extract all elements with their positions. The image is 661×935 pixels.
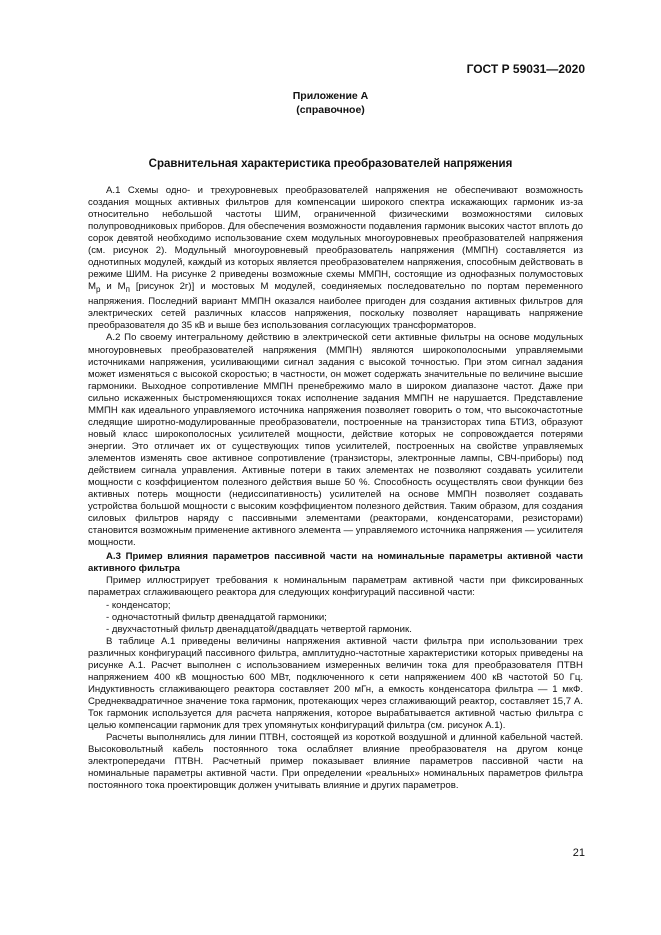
paragraph-a1 xyxy=(88,185,583,332)
paragraph-a1-part2: и М xyxy=(100,281,126,293)
paragraph-a3-intro: Пример иллюстрирует требования к номинальным параметрам активной части при фиксированных параметрах сглаживающего реактора для следующих конфигураций пассивной части: xyxy=(88,575,583,599)
paragraph-a3-calculation: Расчеты выполнялись для линии ПТВН, состоящей из короткой воздушной и длинной кабельной частей. Высоковольтный кабель постоянного тока ослабляет влияние преобразователя на другом конце электропередачи ПТВН. Расчетный пример показывает влияние параметров пассивной части на номинальные параметры активной части. При определении «реальных» номинальных параметров фильтра постоянного тока проектировщик должен учитывать влияние и других параметров. xyxy=(88,732,583,792)
passive-part-configurations-list xyxy=(88,600,583,636)
list-item: - двухчастотный фильтр двенадцатой/двадцать четвертой гармоник. xyxy=(106,623,412,635)
standard-number: ГОСТ Р 59031—2020 xyxy=(466,62,585,76)
document-body xyxy=(88,185,583,792)
paragraph-a1-part3: [рисунок 2г)] и мостовых М модулей, соединяемых последовательно по портам переменного напряжения. Последний вариант ММПН оказался наиболее пригоден для создания активных фильтров для электрических сетей различных классов напряжения, поскольку позволяет наращивать напряжение преобразователя до 35 кВ и выше без использования согласующих трансформаторов. xyxy=(88,281,583,332)
annex-kind: (справочное) xyxy=(296,104,365,116)
paragraph-a1-part1: А.1 Схемы одно- и трехуровневых преобразователей напряжения не обеспечивают возможность создания мощных активных фильтров для компенсации широкого спектра искажающих гармоник из-за относительно небольшой частоты ШИМ, ограниченной физическими возможностями силовых полупроводниковых приборов. Для обеспечения возможности подавления гармоник высоких частот вплоть до сорок девятой необходимо использование схем модульных многоуровневых преобразователей напряжения (см. рисунок 2). Модульный многоуровневый преобразователь напряжения (ММПН) составляется из однотипных модулей, каждый из которых является преобразователем напряжения, способным действовать в режиме ШИМ. На рисунке 2 приведены возможные схемы ММПН, состоящие из однофазных полумостовых М xyxy=(88,185,583,293)
paragraph-a2: А.2 По своему интегральному действию в электрической сети активные фильтры на основе модульных многоуровневых преобразователей напряжения (ММПН) являются широкополосными управляемыми источниками напряжения, усиливающими сигнал задания с высокой точностью. При этом сигнал задания может изменяться с высокой скоростью; в частности, он может содержать значительные по величине высшие гармоники. Выходное сопротивление ММПН пренебрежимо мало в широком диапазоне частот. Даже при сильно искаженных быстроменяющихся токах исполнение задания ММПН не нарушается. Представление ММПН как идеального управляемого источника напряжения позволяет говорить о том, что высокочастотные следящие широтно-модулированные преобразователи, построенные на транзисторах типа БТИЗ, образуют новый класс широкополосных усилителей мощности, действие которых не сопровождается потерями энергии. Это отличает их от существующих типов усилителей, построенных на свойстве управляемых элементов изменять свое активное сопротивление (транзисторы, электронные лампы, СВЧ-приборы) под действием сигнала управления. Активные потери в таких элементах не позволяют создавать усилители мощности с коэффициентом полезного действия выше 50 %. Способность осуществлять свои функции без активных потерь мощности (недиссипативность) усилителей на основе ММПН позволяет создавать устройства большой мощности с высоким коэффициентом полезного действия. Таким образом, для создания силовых фильтров наряду с пассивными элементами (реакторами, конденсаторами, резисторами) становится возможным применение активного элемента — управляемого источника напряжения — усилителя мощности. xyxy=(88,332,583,549)
subscript-p: р xyxy=(96,285,101,295)
list-item: - одночастотный фильтр двенадцатой гармоники; xyxy=(106,611,327,623)
page-number: 21 xyxy=(572,847,585,859)
annex-title: Приложение А xyxy=(292,90,369,102)
paragraph-a3-table-description: В таблице А.1 приведены величины напряжения активной части фильтра при использовании трех различных конфигураций пассивного фильтра, амплитудно-частотные характеристики которых приведены на рисунке А.1. Расчет выполнен с использованием измеренных величин тока для преобразователя ПТВН напряжением 400 кВ мощностью 600 МВт, подключенного к сети напряжением 400 кВ частотой 50 Гц. Индуктивность сглаживающего реактора составляет 200 мГн, а емкость конденсатора фильтра — 1 мкФ. Среднеквадратичное значение тока гармоник, протекающих через сглаживающий реактор, составляет 15,7 А. Ток гармоник используется для расчета напряжения, которое вырабатывается активной частью фильтра с целью компенсации гармоник для трех упомянутых конфигураций фильтра (см. рисунок А.1). xyxy=(88,635,583,731)
subscript-n: п xyxy=(125,285,130,295)
list-item: - конденсатор; xyxy=(106,599,171,611)
section-heading: Сравнительная характеристика преобразователей напряжения xyxy=(148,158,513,170)
subsection-heading-a3: А.3 Пример влияния параметров пассивной части на номинальные параметры активной части активного фильтра xyxy=(88,551,583,575)
